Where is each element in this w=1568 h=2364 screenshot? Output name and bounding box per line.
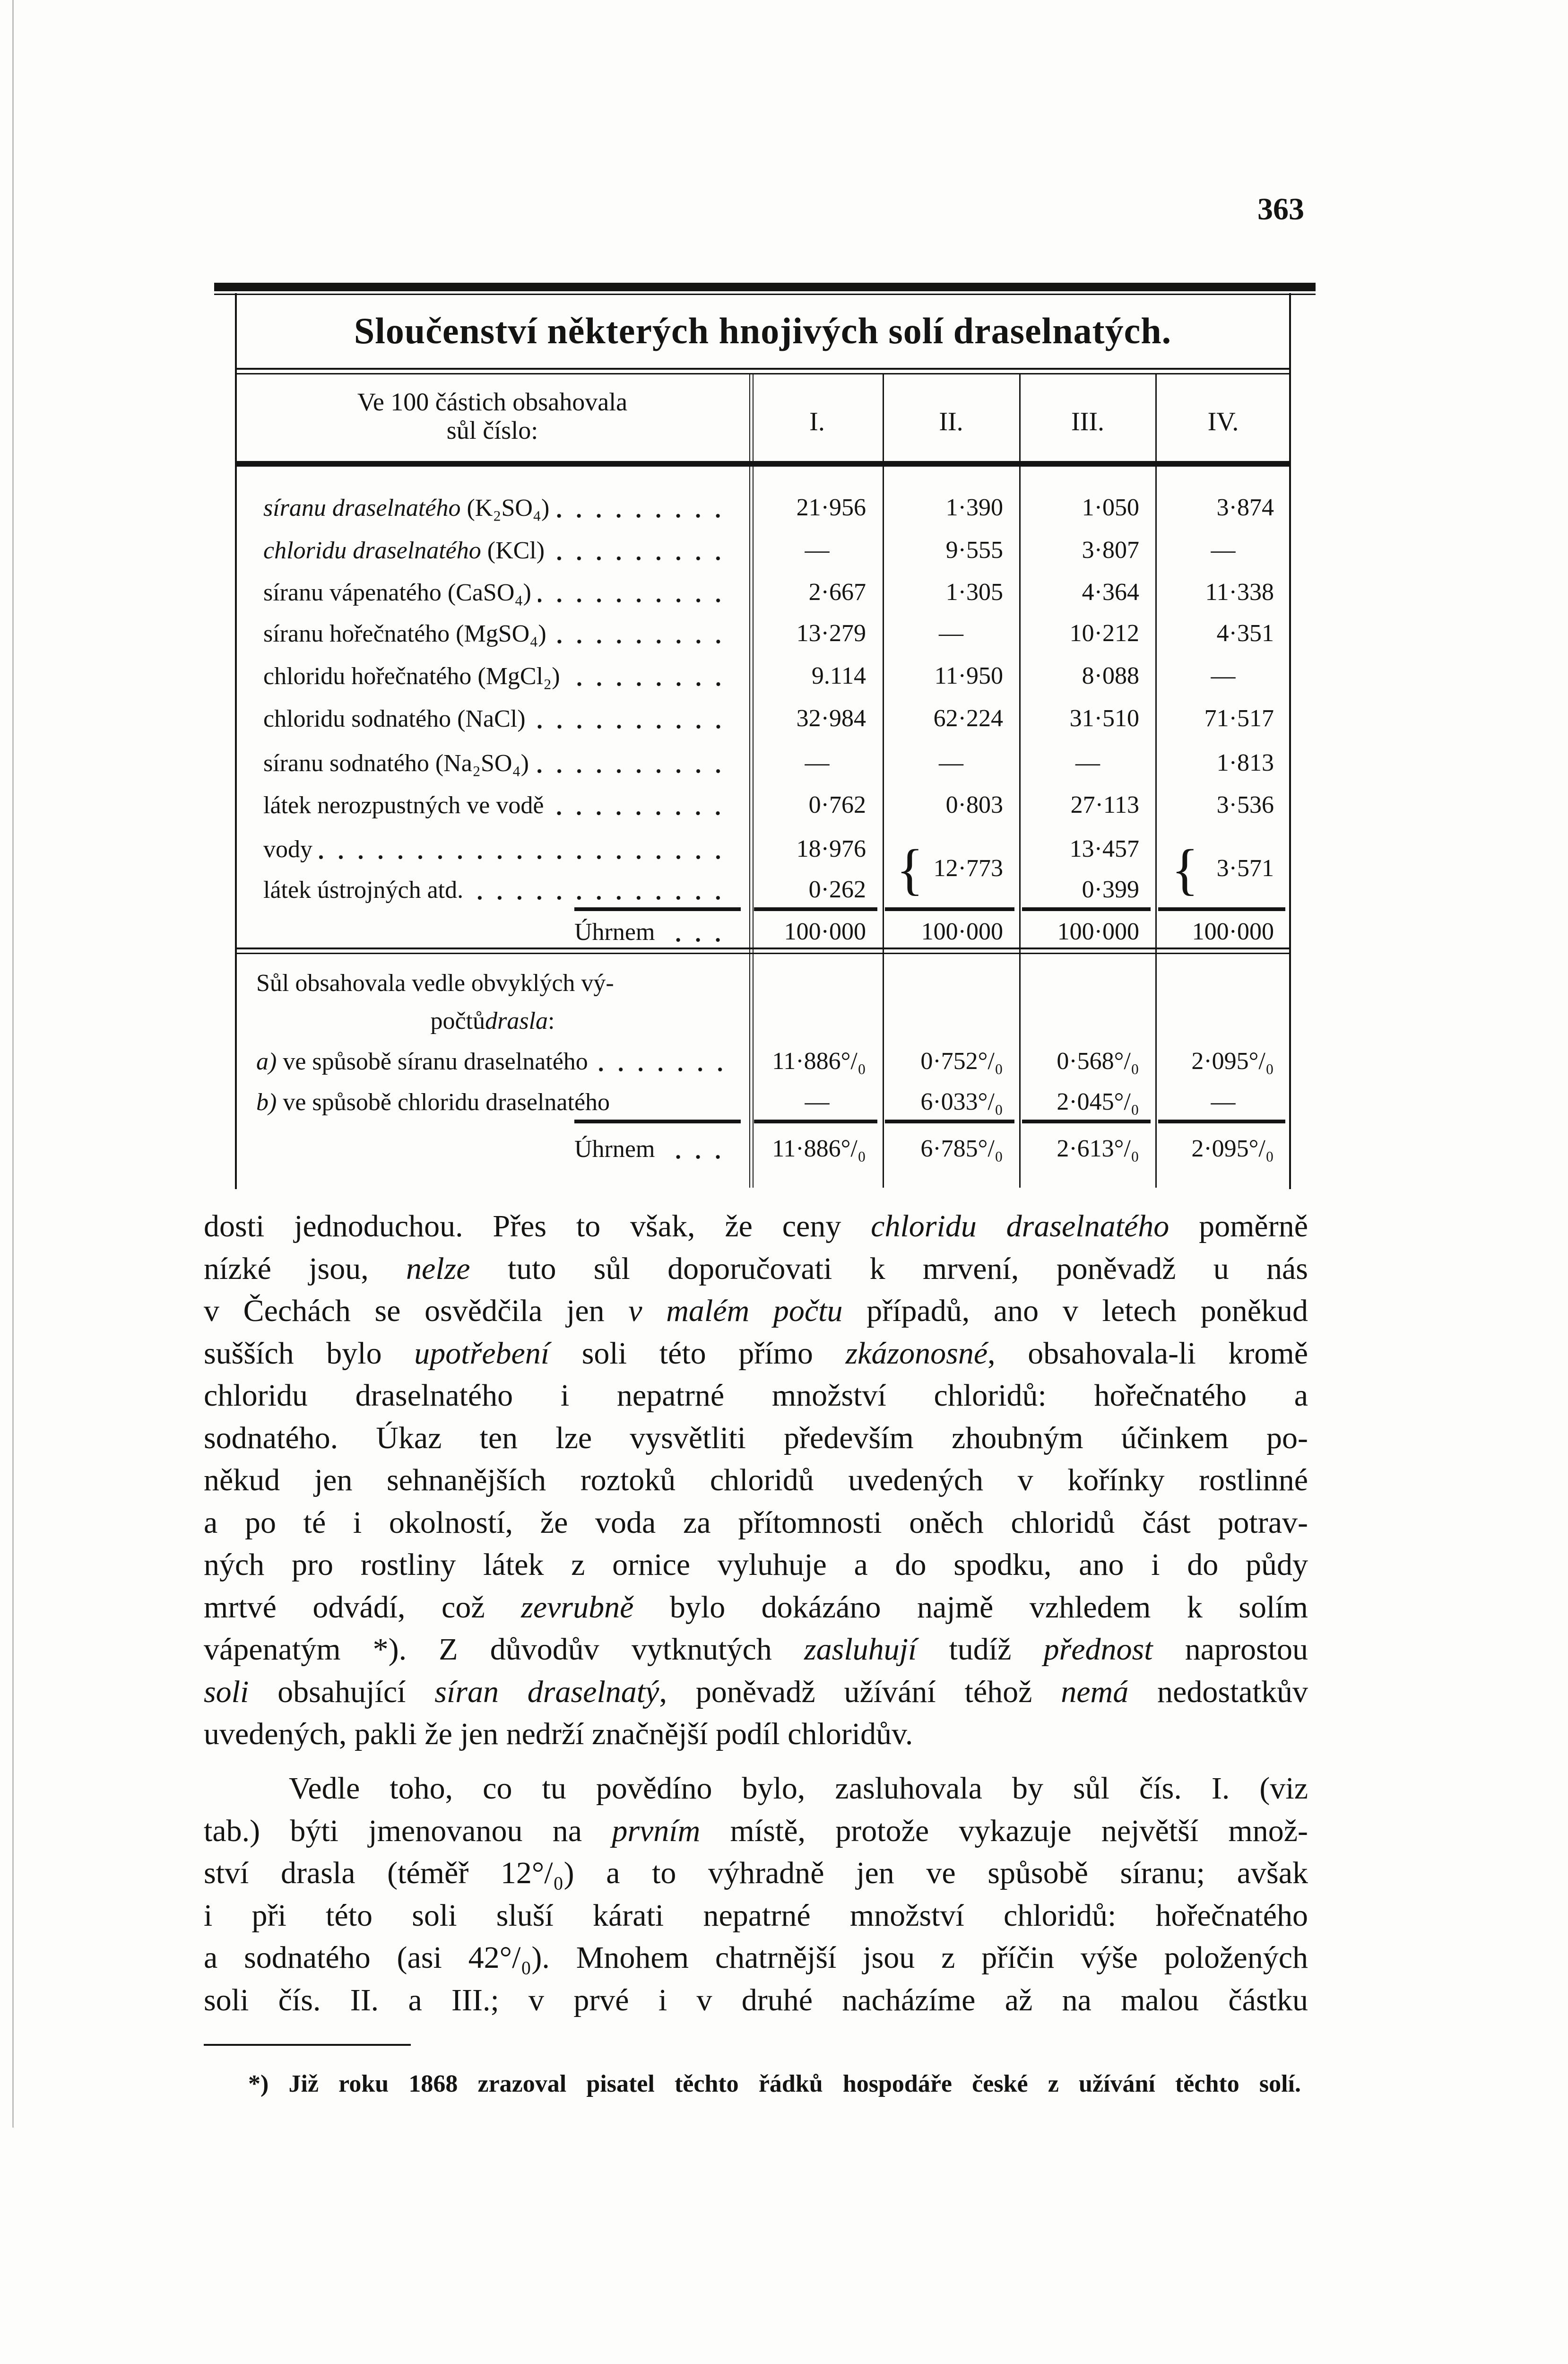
header-label-line2: sůl číslo: <box>446 416 538 444</box>
text-run: soli této přímo <box>549 1336 846 1371</box>
italic-text: v malém počtu <box>628 1294 843 1328</box>
row-label-text <box>263 579 531 607</box>
column-divider <box>883 467 884 1188</box>
table-row-value: 21·956 <box>796 494 866 521</box>
row-label-text <box>263 662 560 690</box>
text-line <box>204 1205 1308 1248</box>
text-line <box>204 1895 1308 1937</box>
text-run: mrtvé odvádí, což <box>204 1590 521 1625</box>
table-right-border <box>1289 293 1291 1189</box>
text-line <box>204 1810 1308 1852</box>
text-run: sušších bylo <box>204 1336 415 1371</box>
total-value: 2·613°/₀ <box>1057 1135 1139 1162</box>
table-row-value: 0·762 <box>808 791 866 818</box>
table-row-value: 4·364 <box>1082 579 1139 606</box>
dot-leader <box>470 871 730 909</box>
table-row-value: 31·510 <box>1069 705 1139 732</box>
row-label <box>263 531 730 569</box>
row-label <box>256 1043 732 1080</box>
row-label <box>263 489 730 527</box>
table-row-value: — <box>805 537 830 564</box>
dot-leader <box>567 657 730 695</box>
table-row-value: 0·803 <box>945 791 1003 818</box>
italic-text: a) <box>256 1048 277 1075</box>
column-divider <box>1155 374 1157 461</box>
total-value: 11·886°/₀ <box>772 1135 866 1162</box>
text-run: látek nerozpustných ve vodě <box>263 791 544 819</box>
text-line <box>204 1459 1308 1502</box>
italic-text: chloridu draselnatého <box>871 1209 1170 1243</box>
column-divider <box>753 374 754 461</box>
page-number: 363 <box>1257 192 1304 226</box>
sum-rule <box>754 1120 877 1123</box>
total-label-text: Úhrnem <box>574 1135 655 1163</box>
text-run: počtů <box>430 1007 485 1034</box>
row-label <box>263 615 730 652</box>
text-run: a po té i okolností, že voda za přítomnosti oněch chloridů část potrav- <box>204 1505 1308 1540</box>
potash-row-value: 0·568°/₀ <box>1057 1048 1139 1075</box>
total-value: 100·000 <box>1192 918 1274 945</box>
table-row-value: — <box>1211 537 1236 564</box>
row-label-text <box>263 494 549 522</box>
text-run: nízké jsou, <box>204 1251 406 1286</box>
row-label <box>263 744 730 782</box>
table-row-value: 2·667 <box>808 579 866 606</box>
text-run: ství drasla (téměř 12°/₀) a to výhradně jen ve spůsobě síranu; avšak <box>204 1856 1308 1890</box>
italic-text: nemá <box>1061 1674 1129 1709</box>
row-label <box>263 786 730 824</box>
text-run: ve spůsobě síranu draselnatého <box>277 1048 588 1075</box>
italic-text: b) <box>256 1088 277 1116</box>
text-run: vody <box>263 835 312 863</box>
dot-leader <box>661 1130 730 1168</box>
total-label <box>574 1130 730 1168</box>
text-run: síranu sodnatého (Na₂SO₄) <box>263 749 529 777</box>
table-row-value: — <box>1211 662 1236 689</box>
total-value: 6·785°/₀ <box>920 1135 1003 1162</box>
table-row-value: — <box>939 620 963 647</box>
header-label <box>235 388 750 444</box>
table-row-value: 1·050 <box>1082 494 1139 521</box>
potash-intro-line2 <box>256 1002 729 1040</box>
text-line <box>204 1248 1308 1290</box>
title-double-rule <box>235 368 1291 370</box>
text-line <box>204 1332 1308 1375</box>
header-bottom-rule <box>235 461 1291 467</box>
text-run: bylo dokázáno najmě vzhledem k solím <box>633 1590 1308 1625</box>
text-line <box>204 1628 1308 1671</box>
column-divider <box>1019 374 1021 461</box>
row-label-text <box>263 537 545 565</box>
text-run: tuto sůl doporučovati k mrvení, poněvadž u nás <box>470 1251 1308 1286</box>
text-line <box>204 1671 1308 1713</box>
row-label-text <box>263 791 544 819</box>
table-row-value: — <box>939 749 963 776</box>
text-line <box>204 1586 1308 1629</box>
italic-text: soli <box>204 1674 249 1709</box>
table-row-value: 9·555 <box>945 537 1003 564</box>
text-run: tudíž <box>917 1632 1044 1667</box>
row-label <box>256 1083 732 1121</box>
sum-rule <box>574 907 741 911</box>
italic-text: přednost <box>1043 1632 1153 1667</box>
dot-leader <box>538 574 730 611</box>
column-divider <box>883 374 884 461</box>
dot-leader <box>556 489 730 527</box>
total-value: 2·095°/₀ <box>1191 1135 1274 1162</box>
text-run: dosti jednoduchou. Přes to však, že ceny <box>204 1209 871 1243</box>
potash-row-value: — <box>805 1088 830 1115</box>
row-label-text <box>263 705 526 733</box>
footnote: *) Již roku 1868 zrazoval pisatel těchto řádků hospodáře české z užívání těchto solí. <box>248 2070 1301 2097</box>
potash-row-value: 2·045°/₀ <box>1057 1088 1139 1115</box>
table-row-value: 11·338 <box>1205 579 1274 606</box>
table-row-value: 13·457 <box>1069 835 1139 862</box>
table-row-value: 71·517 <box>1204 705 1274 732</box>
column-divider <box>753 467 754 1188</box>
dot-leader <box>661 913 730 951</box>
text-run: naprostou <box>1152 1632 1308 1667</box>
sum-rule <box>885 1120 1014 1123</box>
text-line <box>204 1979 1308 2022</box>
total-value: 100·000 <box>784 918 866 945</box>
brace-icon: { <box>1171 838 1199 901</box>
table-row-value: 1·813 <box>1216 749 1274 776</box>
italic-text: drasla <box>485 1007 548 1034</box>
text-run: chloridu hořečnatého (MgCl₂) <box>263 662 560 690</box>
text-run: vápenatým *). Z důvodův vytknutých <box>204 1632 804 1667</box>
section-double-rule <box>235 947 1291 949</box>
italic-text: nelze <box>406 1251 470 1286</box>
column-divider <box>1019 467 1021 1188</box>
text-run: chloridu draselnatého i nepatrné množství chloridů: hořečnatého a <box>204 1378 1308 1413</box>
text-line <box>204 1417 1308 1460</box>
text-run: ve spůsobě chloridu draselnatého <box>277 1088 610 1116</box>
dot-leader <box>553 615 730 652</box>
italic-text: síran draselnatý <box>434 1674 659 1709</box>
potash-row-value: 11·886°/₀ <box>772 1048 866 1075</box>
column-divider <box>749 467 750 1188</box>
section-double-rule <box>235 953 1291 954</box>
table-row-value: 0·399 <box>1082 876 1139 903</box>
text-run: sodnatého. Úkaz ten lze vysvětliti především zhoubným účinkem po- <box>204 1420 1308 1455</box>
sum-rule <box>574 1120 741 1123</box>
table-row-value: — <box>805 749 830 776</box>
text-run: chloridu sodnatého (NaCl) <box>263 705 526 732</box>
text-run: tab.) býti jmenovanou na <box>204 1813 612 1848</box>
row-label <box>263 830 730 868</box>
text-run: obsahující <box>249 1674 435 1709</box>
table-row-value: 13·279 <box>796 620 866 647</box>
potash-intro-line1 <box>256 964 734 1002</box>
text-line <box>204 1767 1308 1810</box>
paragraph-1 <box>204 1205 1308 1756</box>
text-run: i při této soli sluší kárati nepatrné množství chloridů: hořečnatého <box>204 1898 1308 1933</box>
column-header: IV. <box>1207 407 1239 436</box>
brace-icon: { <box>896 838 924 901</box>
text-line <box>204 1374 1308 1417</box>
total-label <box>574 913 730 951</box>
row-label <box>263 700 730 738</box>
dot-leader <box>550 786 730 824</box>
header-label-line1: Ve 100 částich obsahovala <box>357 388 628 416</box>
row-label <box>263 871 730 909</box>
total-label-text: Úhrnem <box>574 918 655 946</box>
dot-leader <box>595 1043 732 1080</box>
table-row-value: 8·088 <box>1082 662 1139 689</box>
text-line <box>204 1544 1308 1586</box>
text-run: (KCl) <box>481 537 545 564</box>
dot-leader <box>532 700 730 738</box>
text-run: uvedených, pakli že jen nedrží značnější podíl chloridův. <box>204 1717 913 1751</box>
text-line <box>204 1852 1308 1895</box>
text-run: a sodnatého (asi 42°/₀). Mnohem chatrnější jsou z příčin výše položených <box>204 1940 1308 1975</box>
table-row-value: 62·224 <box>933 705 1003 732</box>
sum-rule <box>1022 1120 1151 1123</box>
text-run: látek ústrojných atd. <box>263 876 464 904</box>
sum-rule <box>1022 907 1151 911</box>
row-label-text <box>263 749 529 777</box>
page-edge <box>12 0 14 2128</box>
merged-value: 3·571 <box>1216 855 1274 882</box>
text-line <box>204 1937 1308 1979</box>
potash-row-value: 0·752°/₀ <box>920 1048 1003 1075</box>
text-run: soli čís. II. a III.; v prvé i v druhé nacházíme až na malou částku <box>204 1982 1308 2017</box>
italic-text: zasluhují <box>804 1632 917 1667</box>
merged-value: 12·773 <box>933 855 1003 882</box>
table-title: Sloučenství některých hnojivých solí draselnatých. <box>354 310 1172 351</box>
row-label-text <box>256 1088 610 1116</box>
text-run: případů, ano v letech poněkud <box>842 1294 1308 1328</box>
sum-rule <box>754 907 877 911</box>
footnote-separator <box>204 2044 411 2046</box>
row-label-text <box>263 876 463 904</box>
row-label <box>263 657 730 695</box>
table-row-value: 10·212 <box>1069 620 1139 647</box>
text-run: Vedle toho, co tu povědíno bylo, zasluhovala by sůl čís. I. (viz <box>289 1771 1308 1806</box>
italic-text: síranu draselnatého <box>263 494 461 521</box>
text-run: nedostatkův <box>1128 1674 1308 1709</box>
column-divider <box>1155 467 1157 1188</box>
table-row-value: 1·305 <box>945 579 1003 606</box>
text-line <box>204 1713 1308 1756</box>
row-label-text <box>263 620 546 648</box>
total-value: 100·000 <box>1057 918 1139 945</box>
sum-rule <box>885 907 1014 911</box>
text-run: síranu hořečnatého (MgSO₄) <box>263 620 546 647</box>
text-run: ných pro rostliny látek z ornice vyluhuje a do spodku, ano i do půdy <box>204 1547 1308 1582</box>
dot-leader <box>319 830 730 868</box>
text-run: Sůl obsahovala vedle obvyklých vý- <box>256 969 614 997</box>
text-line <box>204 1290 1308 1332</box>
sum-rule <box>1158 907 1285 911</box>
table-row-value: 1·390 <box>945 494 1003 521</box>
italic-text: upotřebení <box>414 1336 550 1371</box>
row-label-text <box>263 835 312 863</box>
text-run: místě, protože vykazuje největší množ- <box>700 1813 1308 1848</box>
row-label-text <box>256 1048 588 1076</box>
text-run: : <box>548 1007 555 1034</box>
sum-rule <box>1158 1120 1285 1123</box>
text-run: poměrně <box>1169 1209 1308 1243</box>
text-run: v Čechách se osvědčila jen <box>204 1294 629 1328</box>
paragraph-2 <box>204 1767 1308 2021</box>
table-row-value: — <box>1075 749 1100 776</box>
potash-row-value: — <box>1211 1088 1236 1115</box>
dot-leader <box>536 744 730 782</box>
table-row-value: 18·976 <box>796 835 866 862</box>
column-divider <box>749 374 750 461</box>
table-row-value: 27·113 <box>1070 791 1139 818</box>
italic-text: chloridu draselnatého <box>263 537 481 564</box>
potash-row-value: 6·033°/₀ <box>920 1088 1003 1115</box>
table-row-value: 3·536 <box>1216 791 1274 818</box>
dot-leader <box>551 531 730 569</box>
column-header: I. <box>809 407 825 436</box>
table-row-value: 9.114 <box>811 662 866 689</box>
italic-text: zkázonosné <box>845 1336 988 1371</box>
italic-text: zevrubně <box>521 1590 634 1625</box>
table-top-thin-rule <box>214 294 1316 295</box>
table-row-value: 3·807 <box>1082 537 1139 564</box>
potash-row-value: 2·095°/₀ <box>1191 1048 1274 1075</box>
column-header: III. <box>1071 407 1104 436</box>
table-row-value: 4·351 <box>1216 620 1274 647</box>
title-double-rule <box>235 373 1291 374</box>
column-header: II. <box>939 407 963 436</box>
table-row-value: 3·874 <box>1216 494 1274 521</box>
table-row-value: 32·984 <box>796 705 866 732</box>
text-run: , poněvadž užívání téhož <box>659 1674 1061 1709</box>
text-run: síranu vápenatého (CaSO₄) <box>263 579 531 606</box>
text-run: , obsahovala-li kromě <box>988 1336 1308 1371</box>
text-run: (K₂SO₄) <box>460 494 550 521</box>
table-row-value: 11·950 <box>934 662 1003 689</box>
italic-text: prvním <box>612 1813 701 1848</box>
table-row-value: 0·262 <box>808 876 866 903</box>
text-run: někud jen sehnanějších roztoků chloridů uvedených v kořínky rostlinné <box>204 1463 1308 1497</box>
table-top-bar <box>214 283 1316 291</box>
text-line <box>204 1502 1308 1544</box>
total-value: 100·000 <box>921 918 1003 945</box>
row-label <box>263 574 730 611</box>
